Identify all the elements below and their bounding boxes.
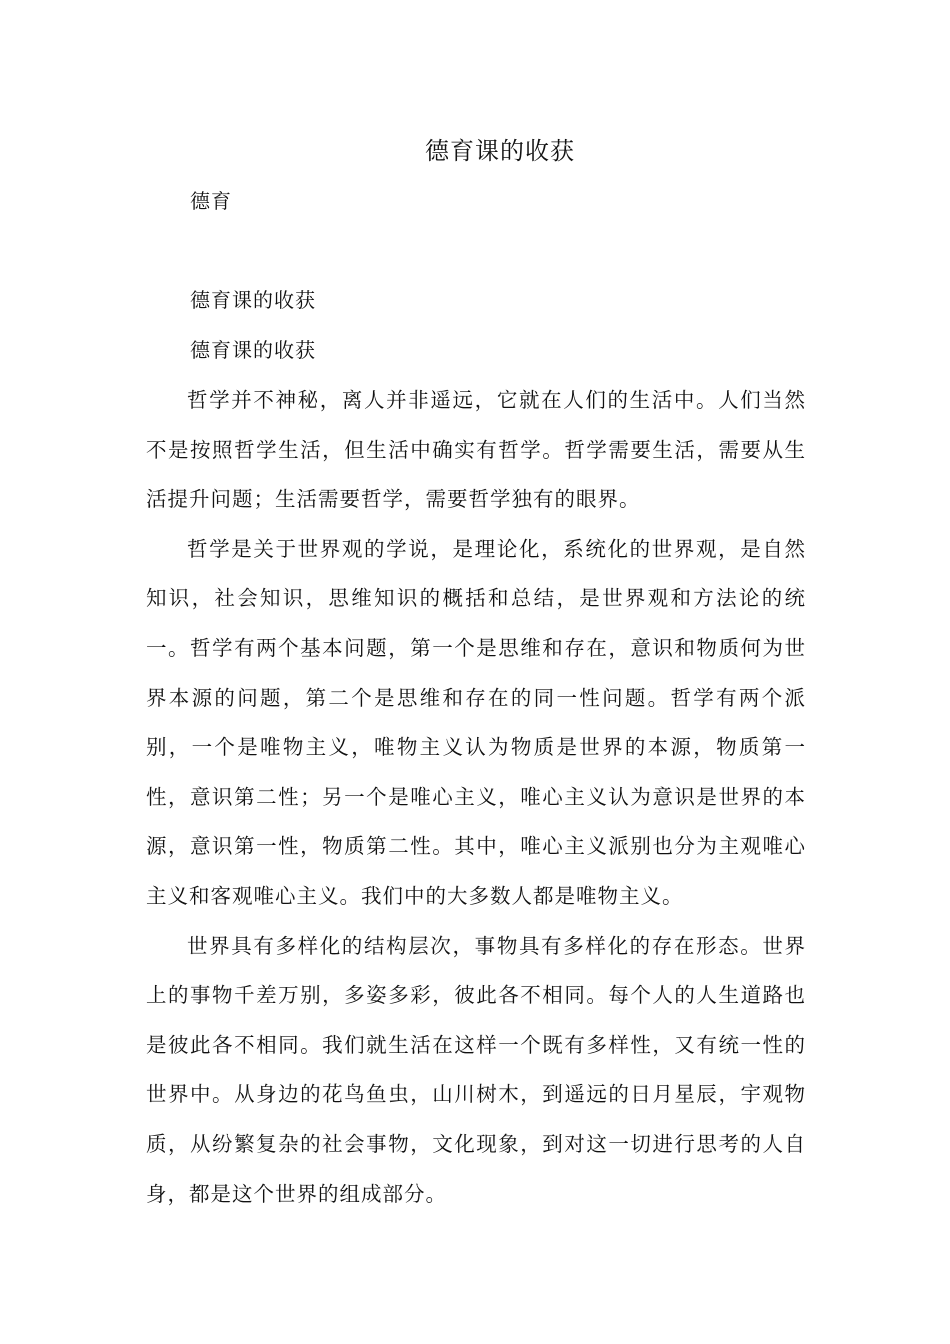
paragraph-1: 哲学并不神秘，离人并非遥远，它就在人们的生活中。人们当然不是按照哲学生活，但生活中确实有哲学。哲学需要生活，需要从生活提升问题；生活需要哲学，需要哲学独有的眼界。 xyxy=(146,388,806,512)
paragraph-2: 哲学是关于世界观的学说，是理论化，系统化的世界观，是自然知识，社会知识，思维知识的概括和总结，是世界观和方法论的统一。哲学有两个基本问题，第一个是思维和存在，意识和物质何为世界本源的问题，第二个是思维和存在的同一性问题。哲学有两个派别，一个是唯物主义，唯物主义认为物质是世界的本源，物质第一性，意识第二性；另一个是唯心主义，唯心主义认为意识是世界的本源，意识第一性，物质第二性。其中，唯心主义派别也分为主观唯心主义和客观唯心主义。我们中的大多数人都是唯物主义。 xyxy=(146,536,806,908)
category-label: 德育 xyxy=(190,189,232,213)
document-title: 德育课的收获 xyxy=(425,137,575,165)
section-heading-2: 德育课的收获 xyxy=(190,338,316,362)
section-heading-1: 德育课的收获 xyxy=(190,288,316,312)
paragraph-3: 世界具有多样化的结构层次，事物具有多样化的存在形态。世界上的事物千差万别，多姿多彩，彼此各不相同。每个人的人生道路也是彼此各不相同。我们就生活在这样一个既有多样性，又有统一性的世界中。从身边的花鸟鱼虫，山川树木，到遥远的日月星辰，宇观物质，从纷繁复杂的社会事物，文化现象，到对这一切进行思考的人自身，都是这个世界的组成部分。 xyxy=(146,933,806,1206)
document-body xyxy=(146,376,806,1219)
